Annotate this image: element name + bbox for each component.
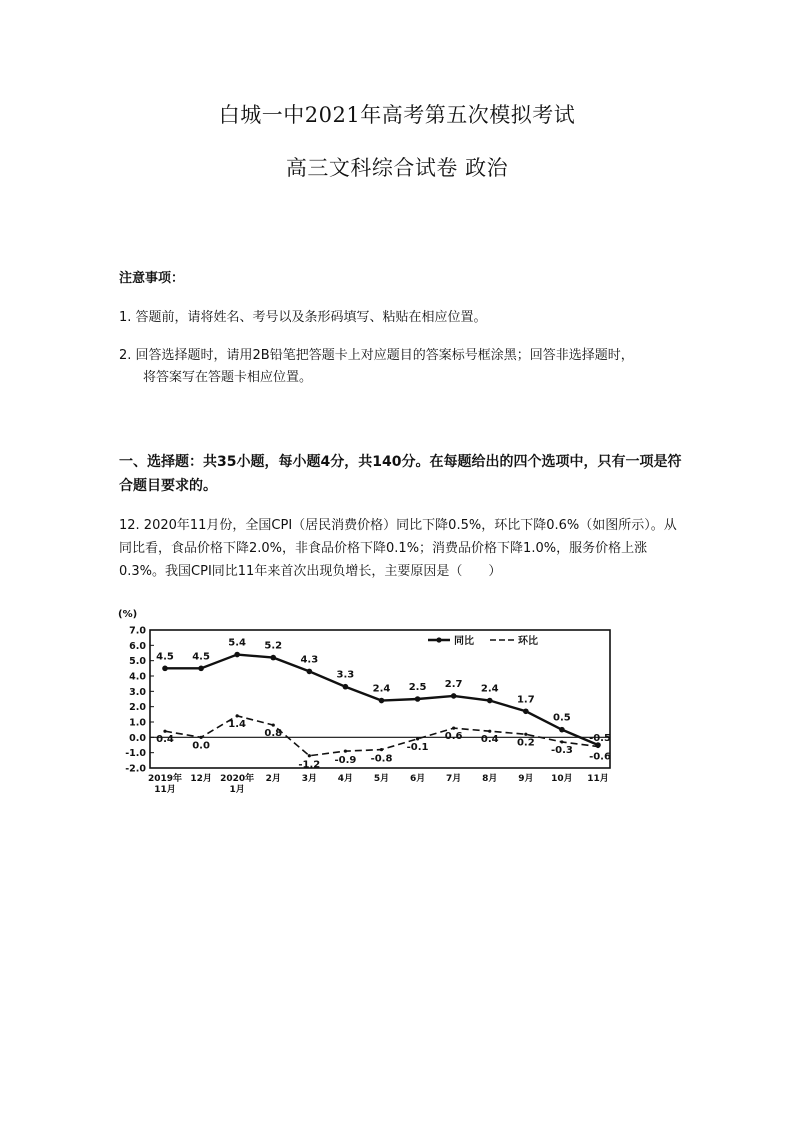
yoy-data-point — [415, 696, 421, 702]
yoy-data-label: 3.3 — [336, 669, 355, 681]
yoy-data-label: 0.5 — [553, 712, 571, 724]
x-tick-label: 1月 — [229, 785, 245, 795]
yoy-data-point — [270, 655, 276, 661]
mom-data-point — [272, 723, 275, 726]
cpi-line-chart — [110, 600, 620, 800]
mom-data-point — [596, 745, 599, 748]
yoy-data-point — [487, 698, 493, 704]
question-12-text: 12. 2020年11月份，全国CPI（居民消费价格）同比下降0.5%，环比下降0.6%（如图所示）。从同比看，食品价格下降2.0%，非食品价格下降0.1%；消费品价格下降1.0%，服务价格上涨0.3%。我国CPI同比11年来首次出现负增长，主要原因是（ ） — [119, 518, 677, 579]
yoy-data-label: 2.7 — [444, 678, 463, 690]
yoy-data-label: 4.5 — [156, 651, 174, 663]
note-item-2-line1: 2. 回答选择题时，请用2B铅笔把答题卡上对应题目的答案标号框涂黑；回答非选择题时， — [119, 348, 634, 363]
mom-data-label: 0.0 — [192, 740, 210, 752]
mom-data-label: -0.8 — [370, 753, 393, 765]
mom-data-point — [380, 748, 383, 751]
y-tick-label: 5.0 — [129, 656, 146, 668]
mom-data-point — [236, 714, 239, 717]
mom-data-label: 0.8 — [264, 728, 283, 740]
mom-data-label: 0.6 — [444, 731, 463, 743]
yoy-data-label: 1.7 — [516, 694, 535, 706]
yoy-data-label: 2.5 — [408, 682, 427, 693]
yoy-data-label: 2.4 — [480, 683, 499, 695]
yoy-data-point — [451, 693, 457, 699]
yoy-data-point — [307, 669, 313, 675]
yoy-data-label: 5.2 — [264, 640, 283, 652]
legend-mom-label: 环比 — [518, 636, 538, 647]
y-tick-label: -1.0 — [125, 748, 146, 760]
x-tick-label: 12月 — [190, 774, 212, 784]
yoy-data-point — [162, 666, 168, 672]
y-tick-label: 0.0 — [129, 732, 146, 744]
mom-data-point — [560, 740, 563, 743]
x-tick-label: 6月 — [409, 774, 426, 784]
x-tick-label: 8月 — [482, 774, 498, 784]
note-item-1: 1. 答题前，请将姓名、考号以及条形码填写、粘贴在相应位置。 — [119, 310, 487, 325]
y-tick-label: 7.0 — [129, 625, 146, 637]
x-tick-label: 9月 — [518, 774, 534, 784]
yoy-data-point — [559, 727, 565, 733]
y-tick-label: 4.0 — [129, 671, 146, 683]
y-tick-label: 2.0 — [129, 702, 146, 714]
mom-data-label: 0.4 — [480, 734, 499, 746]
note-item-2 — [119, 345, 689, 389]
x-tick-label: 2020年 — [220, 774, 255, 784]
yoy-data-label: -0.5 — [589, 733, 611, 744]
y-tick-label: 6.0 — [129, 640, 146, 652]
mom-data-label: 0.4 — [156, 734, 174, 746]
y-unit-label: (%) — [118, 609, 138, 620]
mom-data-label: -0.3 — [550, 744, 573, 756]
y-tick-label: 1.0 — [129, 717, 146, 729]
legend-yoy-marker — [436, 637, 441, 642]
exam-title: 白城一中2021年高考第五次模拟考试 — [218, 103, 576, 127]
mom-data-point — [199, 736, 202, 739]
mom-data-point — [344, 750, 347, 753]
yoy-data-point — [523, 708, 529, 714]
note-item-2-line2: 将答案写在答题卡相应位置。 — [143, 370, 313, 385]
mom-data-point — [163, 730, 166, 733]
mom-data-point — [452, 727, 455, 730]
yoy-data-label: 4.3 — [300, 654, 319, 666]
yoy-data-point — [198, 666, 204, 672]
x-tick-label: 10月 — [551, 774, 573, 784]
x-tick-label: 7月 — [446, 774, 462, 784]
y-tick-label: -2.0 — [125, 763, 146, 775]
x-tick-label: 11月 — [154, 785, 176, 795]
yoy-data-label: 4.5 — [192, 651, 210, 663]
exam-subtitle: 高三文科综合试卷 政治 — [285, 156, 509, 180]
section-heading: 一、选择题：共35小题，每小题4分，共140分。在每题给出的四个选项中，只有一项是符合题目要求的。 — [119, 454, 682, 494]
yoy-data-label: 2.4 — [372, 683, 391, 695]
mom-data-point — [488, 730, 491, 733]
mom-data-label: -1.2 — [298, 759, 321, 771]
y-tick-label: 3.0 — [129, 686, 146, 698]
x-tick-label: 2月 — [265, 774, 281, 784]
mom-data-point — [524, 733, 527, 736]
mom-data-label: -0.9 — [334, 755, 357, 767]
x-tick-label: 3月 — [301, 774, 317, 784]
mom-data-label: 1.4 — [228, 718, 247, 730]
yoy-data-point — [343, 684, 349, 690]
legend-yoy-label: 同比 — [454, 636, 474, 647]
notes-heading: 注意事项： — [119, 271, 185, 286]
yoy-data-point — [234, 652, 240, 658]
yoy-data-label: 5.4 — [228, 637, 247, 649]
mom-data-label: 0.2 — [516, 737, 535, 749]
mom-data-label: -0.6 — [589, 751, 611, 763]
mom-data-label: -0.1 — [406, 741, 429, 753]
mom-data-point — [308, 754, 311, 757]
x-tick-label: 5月 — [373, 774, 390, 784]
x-tick-label: 11月 — [587, 774, 609, 784]
yoy-data-point — [379, 698, 385, 704]
mom-data-point — [416, 737, 419, 740]
x-tick-label: 4月 — [337, 774, 354, 784]
x-tick-label: 2019年 — [147, 774, 183, 784]
